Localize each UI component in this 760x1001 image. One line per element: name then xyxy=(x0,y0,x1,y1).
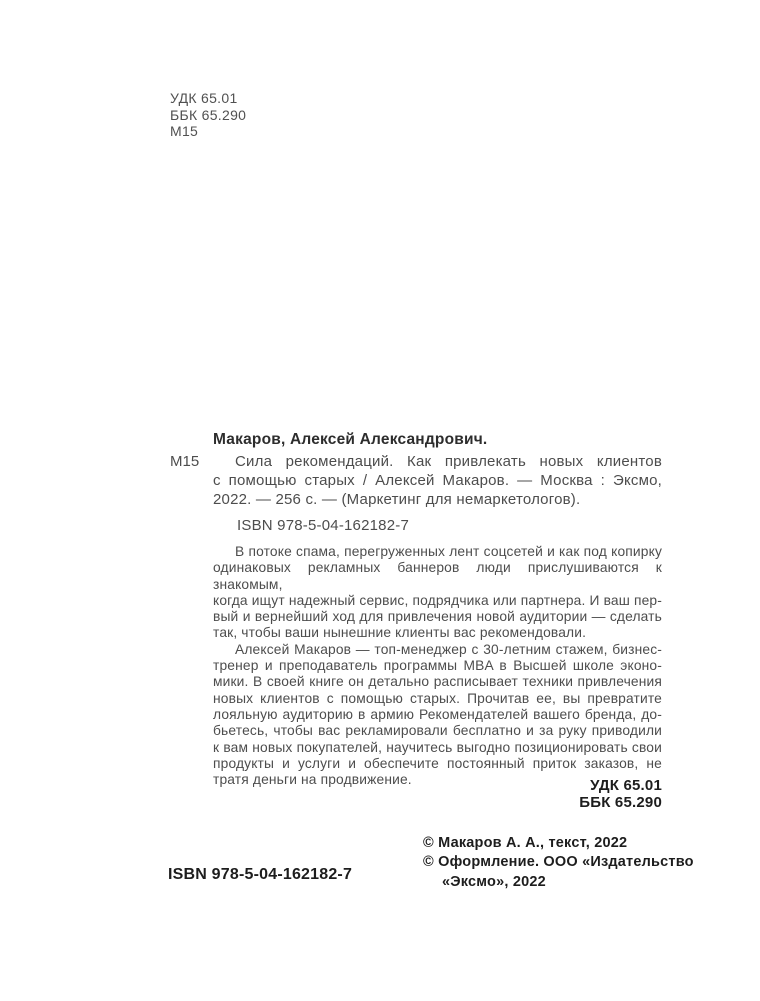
top-catalog-codes xyxy=(170,90,246,140)
annotation xyxy=(213,544,662,788)
isbn-middle: ISBN 978-5-04-162182-7 xyxy=(237,517,410,534)
annotation-line: Алексей Макаров — топ-менеджер с 30-летним стажем, бизнес- xyxy=(235,641,662,657)
annotation-line: вый и вернейший ход для привлечения новой аудитории — сделать xyxy=(213,609,662,625)
annotation-line: тратя деньги на продвижение. xyxy=(213,772,412,788)
bibliographic-description-line: с помощью старых / Алексей Макаров. — Москва : Эксмо, xyxy=(213,472,662,490)
margin-code-m15: М15 xyxy=(170,453,200,470)
copyright-block xyxy=(423,834,694,892)
bibliographic-description-line: 2022. — 256 с. — (Маркетинг для немаркетологов). xyxy=(213,491,581,509)
annotation-line: тренер и преподаватель программы MBA в Высшей школе эконо- xyxy=(213,658,662,674)
annotation-line: бьетесь, чтобы вас рекламировали бесплатно и за руку приводили xyxy=(213,723,662,739)
annotation-line: когда ищут надежный сервис, подрядчика или партнера. И ваш пер- xyxy=(213,592,662,608)
bibliographic-author: Макаров, Алексей Александрович. xyxy=(213,431,488,448)
catalog-code-line: М15 xyxy=(170,123,199,139)
catalog-code-line: УДК 65.01 xyxy=(170,90,238,106)
copyright-line: © Оформление. ООО «Издательство xyxy=(423,854,694,871)
catalog-code-line xyxy=(170,90,246,140)
catalog-code-line: УДК 65.01 xyxy=(590,777,662,794)
annotation-line: новых клиентов с помощью старых. Прочитав ее, вы превратите xyxy=(213,690,662,706)
annotation-line: продукты и услуги и обеспечите постоянный приток заказов, не xyxy=(213,755,662,771)
bottom-catalog-codes xyxy=(579,778,662,811)
catalog-code-line: ББК 65.290 xyxy=(579,793,662,811)
annotation-line: мики. В своей книге он детально расписывает техники привлечения xyxy=(213,674,662,690)
copyright-line: © Макаров А. А., текст, 2022 xyxy=(423,835,628,851)
annotation-paragraph-1 xyxy=(213,544,662,642)
annotation-line: к вам новых покупателей, научитесь выгодно позиционировать свои xyxy=(213,739,662,755)
bibliographic-description-line: Сила рекомендаций. Как привлекать новых клиентов xyxy=(235,453,662,470)
annotation-line: одинаковых рекламных баннеров люди прислушиваются к знакомым, xyxy=(213,560,662,592)
isbn-bottom: ISBN 978-5-04-162182-7 xyxy=(168,866,353,883)
annotation-paragraph-2 xyxy=(213,642,662,789)
annotation-line: так, чтобы ваши нынешние клиенты вас рекомендовали. xyxy=(213,625,587,641)
copyright-line: «Эксмо», 2022 xyxy=(442,873,546,890)
bibliographic-description xyxy=(213,452,662,510)
annotation-line: В потоке спама, перегруженных лент соцсетей и как под копирку xyxy=(235,544,662,559)
catalog-code-line: ББК 65.290 xyxy=(170,106,247,123)
annotation-line: лояльную аудиторию в армию Рекомендателей вашего бренда, до- xyxy=(213,706,662,722)
